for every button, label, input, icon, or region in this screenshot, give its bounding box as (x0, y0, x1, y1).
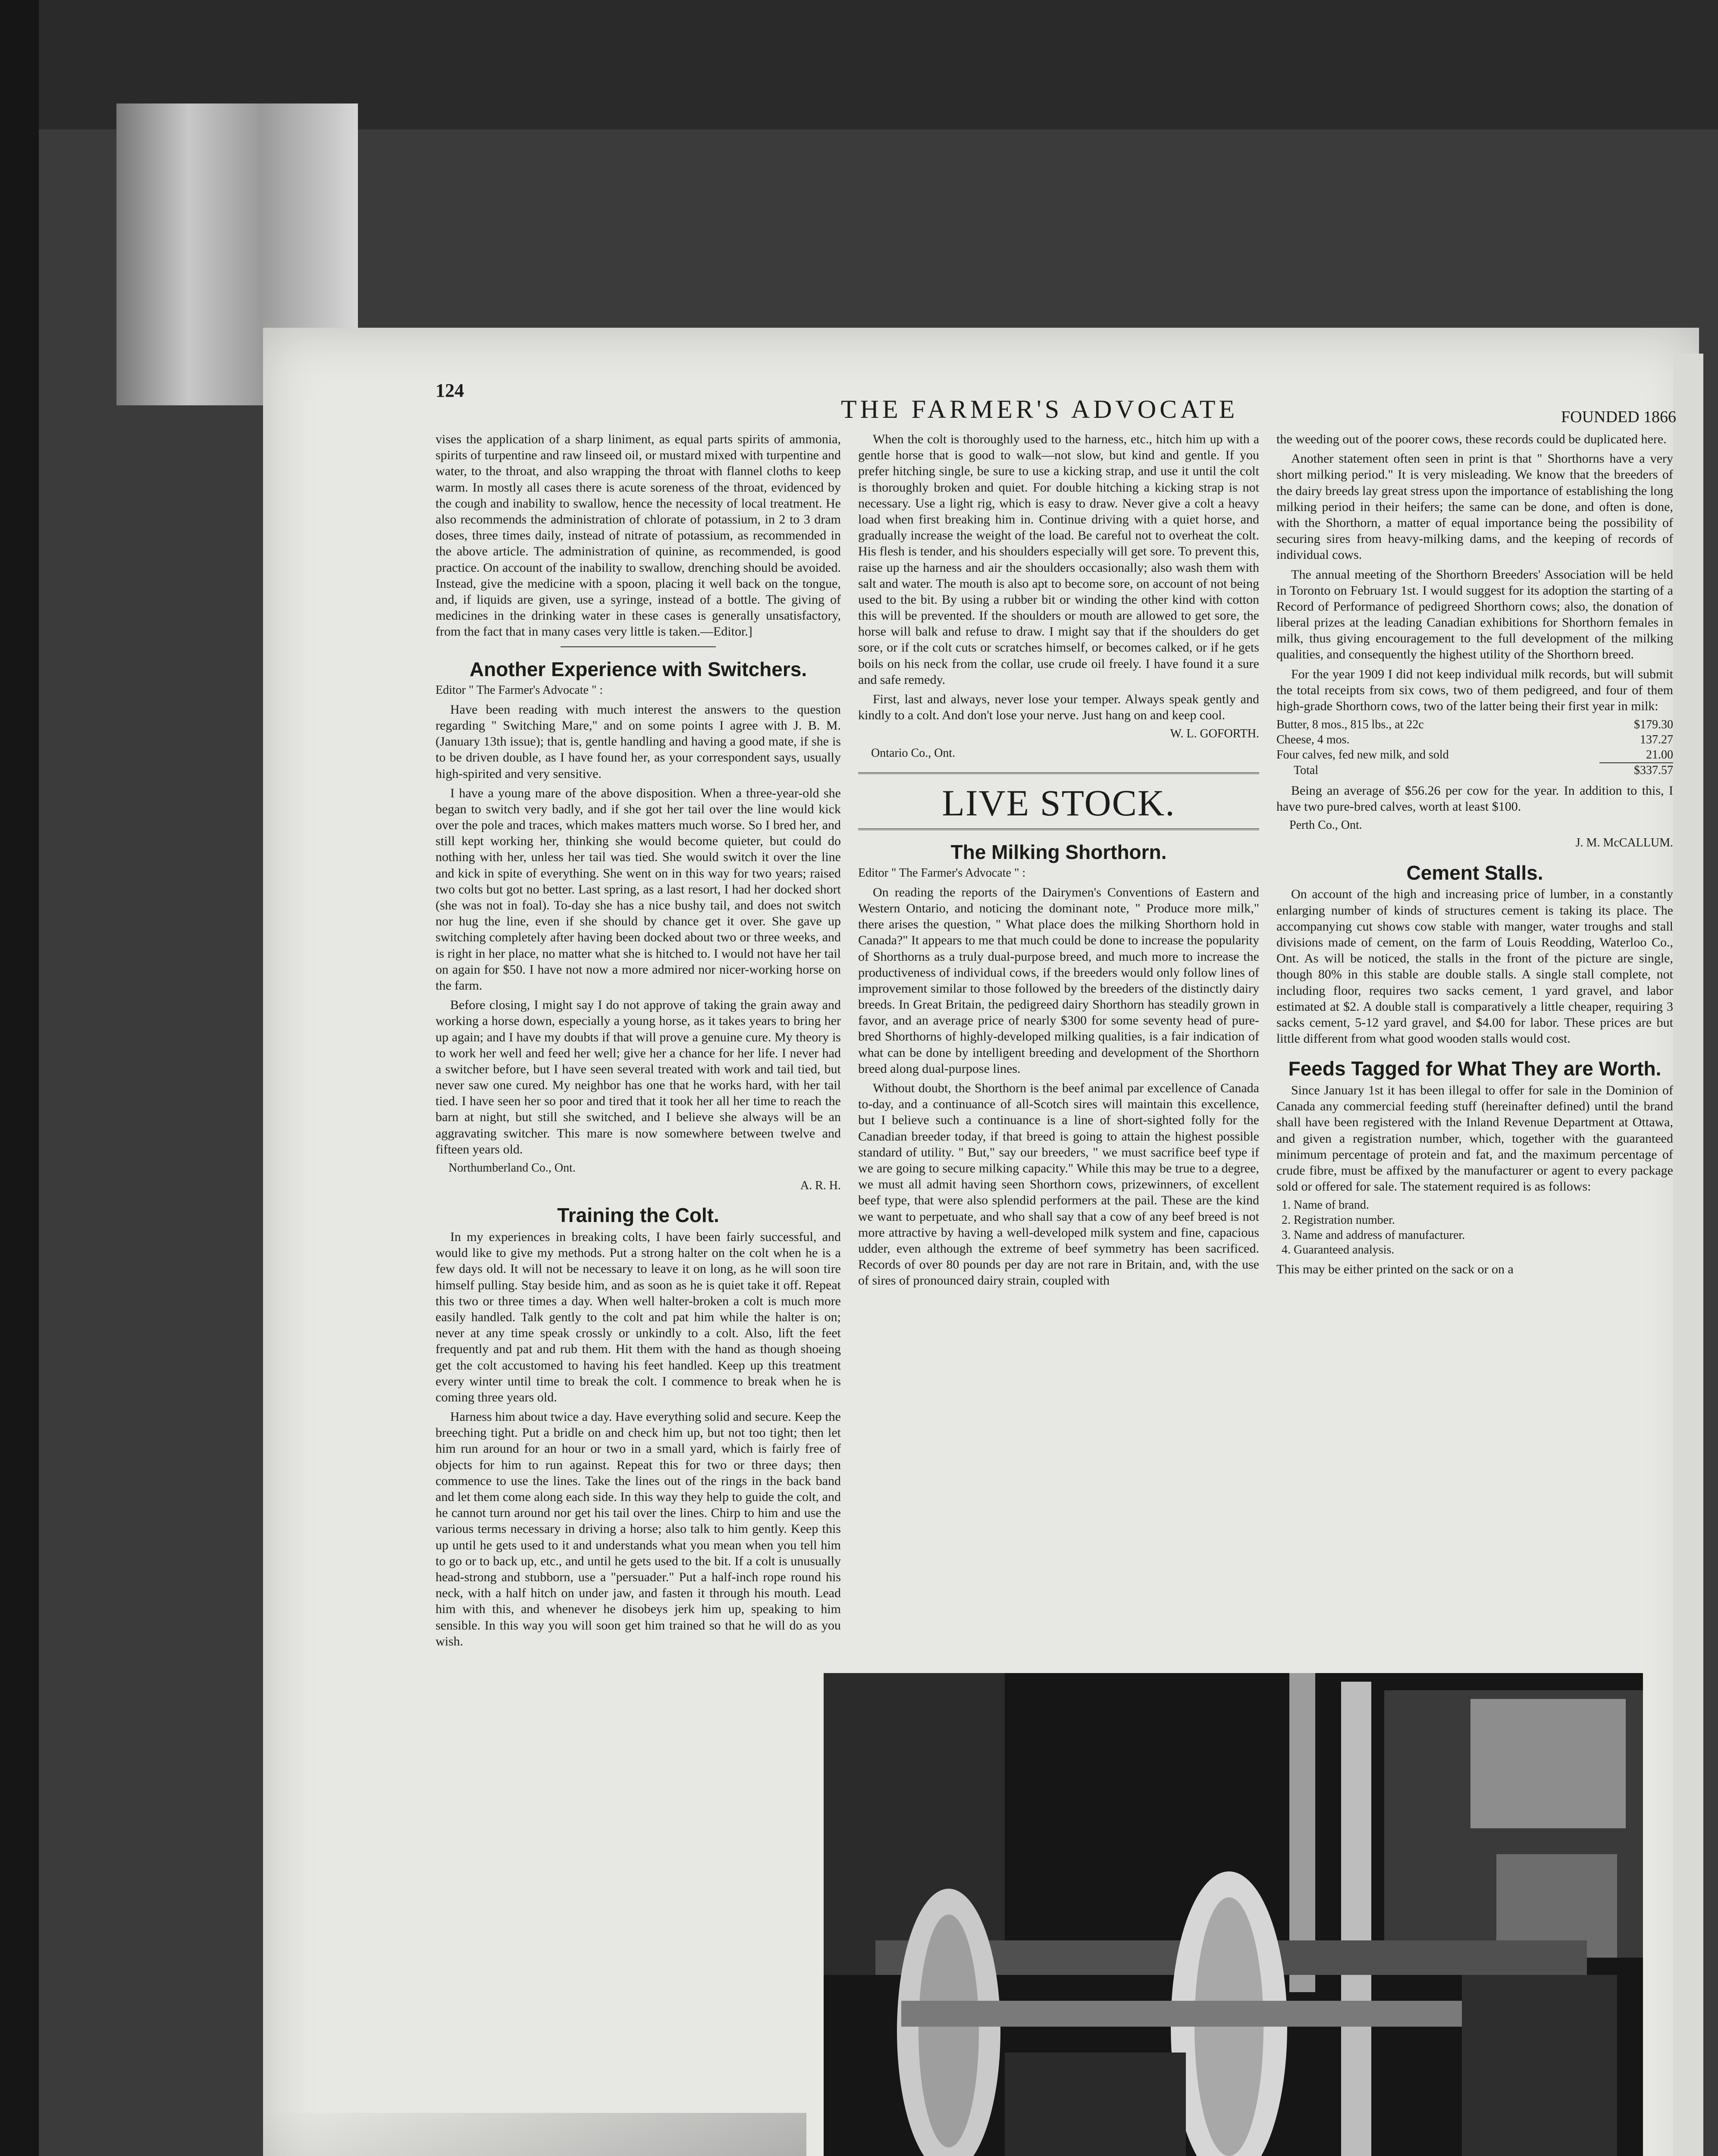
table-row (1276, 748, 1673, 763)
article-title-feeds: Feeds Tagged for What They are Worth. (1288, 1057, 1662, 1080)
paragraph: Harness him about twice a day. Have everything solid and secure. Keep the breeching tight. Put a bridle on and check him up, but not too tight; then let him run around for an hour or two in a small yard, which is fairly free of objects for him to run against. Repeat this for two or three days; then commence to use the lines. Take the lines out of the rings in the back band and let them come along each side. In this way they help to guide the colt, and he cannot turn around nor get his tail over the lines. Chirp to him and use the various terms necessary in driving a horse; also talk to him gently. Keep this up until he gets used to it and understands what you mean when you tell him to go or to back up, etc., and until he gets used to the bit. If a colt is unusually head-strong and stubborn, use a "persuader." Put a half-inch rope round his neck, with a half hitch on under jaw, and fasten it through his mouth. Lead him with this, and whenever he disobeys jerk him up, speaking to him sensible. In this way you will soon get him trained so that he will do as you wish. (436, 1410, 841, 1648)
paragraph: Have been reading with much interest the answers to the question regarding " Switching Mare," and on some points I agree with J. B. M. (January 13th issue); that is, gentle handling and having a good mate, if she is to be driven double, as I have found her, as your correspondent says, usually high-spirited and very sensitive. (436, 702, 841, 781)
ledger-item: Butter, 8 mos., 815 lbs., at 22c (1276, 718, 1424, 732)
next-page-edge (1673, 354, 1703, 2156)
paragraph: the weeding out of the poorer cows, these records could be duplicated here. (1276, 432, 1667, 446)
article-place: Ontario Co., Ont. (871, 746, 956, 760)
article-salutation: Editor " The Farmer's Advocate " : (858, 866, 1026, 880)
section-banner: LIVE STOCK. (858, 772, 1259, 830)
article-title-stalls: Cement Stalls. (1406, 861, 1543, 884)
paragraph: On account of the high and increasing price of lumber, in a constantly enlarging number of kinds of structures cement is taking its place. The accompanying cut shows cow stable with manger, water troughs and stall divisions made of cement, on the farm of Louis Reodding, Waterloo Co., Ont. As will be noticed, the stalls in the front of the picture are single, though 80% in this stable are double stalls. A single stall complete, not including floor, requires two sacks cement, 1 yard gravel, and labor estimated at $2. A double stall is comparatively a little cheaper, requiring 3 sacks cement, 5-12 yard gravel, and $4.00 for labor. These prices are but little different from what good wooden stalls would cost. (1276, 887, 1673, 1046)
paragraph: Another statement often seen in print is that " Shorthorns have a very short milking period." It is very misleading. We know that the breeders of the dairy breeds lay great stress upon the importance of establishing the long milking period in their heifers; the same can be done, and often is done, with the Shorthorn, a matter of equal importance being the possibility of securing sires from heavy-milking dams, and the keeping of records of individual cows. (1276, 451, 1673, 562)
ledger-total-amount: $337.57 (1599, 763, 1673, 778)
paragraph: First, last and always, never lose your temper. Always speak gently and kindly to a colt. And don't lose your nerve. Just hang on and keep cool. (858, 692, 1259, 723)
article-salutation: Editor " The Farmer's Advocate " : (436, 683, 603, 697)
paragraph: I have a young mare of the above disposition. When a three-year-old she began to switch very badly, and if she got her tail over the line would kick over the pole and traces, which makes matters much worse. So I bred her, and still kept working her, thinking she would become quieter, but could do nothing with her, unless her tail was tied. She would switch it over the line and kick in spite of everything. She went on in this way for two years; raised two colts but got no better. Last spring, as a last resort, I had her docked short (she was not in foal). To-day she has a nice bushy tail, and does not switch nor hug the line, even if she should by chance get it over. She gave up switching completely after having been docked about two or three weeks, and is right in her place, no matter what she is hitched to. I would not have her tail on again for $50. I have not now a more admired nor nicer-working horse on the farm. (436, 786, 841, 993)
masthead-title: THE FARMER'S ADVOCATE (841, 395, 1238, 423)
column-3 (1276, 431, 1673, 1281)
divider (561, 646, 716, 647)
ledger-amount: 137.27 (1640, 733, 1673, 746)
table-row (1276, 718, 1673, 733)
scan-dark-edge (0, 0, 39, 2156)
column-1 (436, 431, 841, 1653)
ledger-amount: $179.30 (1634, 718, 1673, 732)
paragraph: Without doubt, the Shorthorn is the beef animal par excellence of Canada to-day, and a continuance of all-Scotch sires will maintain this excellence, but I believe such a continuance is a line of short-sighted folly for the Canadian breeder today, if that breed is going to attain the highest possible standard of utility. " But," say our breeders, " we must sacrifice beef type if we are going to secure milking capacity." While this may be true to a degree, we must all admit having seen Shorthorn cows, prizewinners, of excellent beef type, that were also splendid performers at the pail. These are the kind we want to perpetuate, and who shall say that a cow of any beef breed is not more attractive by having a well-developed milk system and fine, capacious udder, even although the extreme of beef symmetry has been sacrificed. Records of over 80 pounds per day are not rare in Britain, and, with the use of sires of pronounced dairy strain, coupled with (858, 1081, 1259, 1288)
paragraph: Being an average of $56.26 per cow for the year. In addition to this, I have two pure-bred calves, worth at least $100. (1276, 783, 1673, 814)
paragraph: When the colt is thoroughly used to the harness, etc., hitch him up with a gentle horse that is good to walk—not slow, but kind and gentle. If you prefer hitching single, be sure to use a kicking strap, and use it until the colt is thoroughly broken and quiet. For double hitching a kicking strap is not necessary. Use a light rig, which is easy to draw. Never give a colt a heavy load when first breaking him in. Continue driving with a quiet horse, and gradually increase the weight of the load. Be careful not to overheat the colt. His flesh is tender, and his shoulders especially will get sore. To prevent this, raise up the harness and air the shoulders occasionally; also wash them with salt and water. The mouth is also apt to become sore, on account of not being used to the bit. By using a rubber bit or winding the other kind with cotton this will be prevented. If the shoulders or mouth are allowed to get sore, the horse will balk and refuse to draw. I might say that if the shoulders do get sore, or if the colt cuts or scratches himself, or becomes calked, or if he gets boils on his neck from the collar, use crude oil freely. I have found it a sure and safe remedy. (858, 432, 1259, 687)
paragraph: This may be either printed on the sack or on a (1276, 1262, 1514, 1277)
list-item: 2. Registration number. (1294, 1213, 1673, 1228)
article-place: Perth Co., Ont. (1289, 818, 1362, 832)
paragraph: The annual meeting of the Shorthorn Breeders' Association will be held in Toronto on February 1st. I would suggest for its adoption the starting of a Record of Performance of pedigreed Shorthorn cows; also, the donation of liberal prizes at the leading Canadian exhibitions for Shorthorn females in milk, thus giving encouragement to the full development of the milking qualities, and consequently the highest utility of the Shorthorn breed. (1276, 567, 1673, 662)
article-signature: W. L. GOFORTH. (1170, 727, 1259, 741)
list-item: 3. Name and address of manufacturer. (1294, 1228, 1673, 1243)
article-signature: J. M. McCALLUM. (1575, 836, 1673, 850)
masthead-founded: FOUNDED 1866 (1561, 408, 1677, 426)
ledger-item: Cheese, 4 mos. (1276, 733, 1350, 746)
photo-illustration (824, 1673, 1643, 2156)
column-2 (858, 431, 1259, 1292)
requirements-list (1294, 1198, 1673, 1258)
article-title-milking: The Milking Shorthorn. (950, 841, 1167, 864)
article-title-colt: Training the Colt. (557, 1204, 719, 1227)
paragraph: In my experiences in breaking colts, I have been fairly successful, and would like to give my methods. Put a strong halter on the colt when he is a few days old. It will not be necessary to leave it on long, as he will soon tire himself pulling. Stay beside him, and as soon as he is quiet take it off. Repeat this two or three times a day. When well halter-broken a colt is much more easily handled. Talk gently to the colt and pat him while the halter is on; never at any time speak crossly or unkindly to a colt. Also, lift the feet frequently and pat and rub them. Hit them with the hand as though shoeing get the colt accustomed to having his feet handled. Keep up this treatment every winter until time to break the colt. I commence to break when he is coming three years old. (436, 1230, 841, 1404)
cement-stalls-photo (824, 1673, 1643, 2156)
ledger-amount: 21.00 (1646, 748, 1673, 761)
paragraph: Before closing, I might say I do not approve of taking the grain away and working a horse down, especially a young horse, as it takes years to bring her up again; and I have my doubts if that will prove a genuine cure. My theory is to work her well and feed her well; give her a chance for her life. I never had a switcher before, but I have seen several treated with work and tail tied, but never saw one cured. My neighbor has one that he works hard, with her tail tied. I have seen her so poor and tired that it took her all her time to reach the barn at night, but still she switched, and I believe she always will be an aggravating switcher. This mare is now somewhere between twelve and fifteen years old. (436, 998, 841, 1156)
article-continuation: vises the application of a sharp liniment, as equal parts spirits of ammonia, spirits of turpentine and raw linseed oil, or mustard mixed with turpentine and water, to the throat, and also wrapping the throat with flannel cloths to keep warm. In mostly all cases there is acute soreness of the throat, evidenced by the cough and inability to swallow, hence the necessity of local treatment. He also recommends the administration of chlorate of potassium, in 2 to 3 dram doses, three times daily, instead of nitrate of potassium, as recommended in the above article. The administration of quinine, as recommended, is good practice. On account of the inability to swallow, drenching should be avoided. Instead, give the medicine with a spoon, placing it well back on the tongue, and, if liquids are given, use a syringe, instead of a bottle. The giving of medicines in the drinking water in these cases is generally unsatisfactory, from the fact that in many cases very little is taken.—Editor.] (436, 432, 841, 639)
table-row-total (1276, 763, 1673, 778)
table-row (1276, 733, 1673, 748)
list-item: 1. Name of brand. (1294, 1198, 1673, 1213)
article-place: Northumberland Co., Ont. (448, 1161, 576, 1175)
receipts-table (1276, 718, 1673, 778)
article-title-switchers: Another Experience with Switchers. (469, 658, 807, 681)
page-number: 124 (436, 380, 464, 401)
list-item: 4. Guaranteed analysis. (1294, 1243, 1673, 1258)
ledger-total-label: Total (1294, 763, 1319, 777)
article-signature: A. R. H. (800, 1178, 841, 1192)
paragraph: Since January 1st it has been illegal to offer for sale in the Dominion of Canada any commercial feeding stuff (hereinafter defined) until the brand shall have been registered with the Inland Revenue Department at Ottawa, and given a registration number, which, together with the guaranteed minimum percentage of protein and fat, and the maximum percentage of crude fibre, must be affixed by the manufacturer or agent to every package sold or offered for sale. The statement required is as follows: (1276, 1083, 1673, 1194)
ledger-item: Four calves, fed new milk, and sold (1276, 748, 1449, 762)
paragraph: On reading the reports of the Dairymen's Conventions of Eastern and Western Ontario, and noticing the dominant note, " Produce more milk," there arises the question, " What place does the milking Shorthorn hold in Canada?" It appears to me that much could be done to increase the popularity of Shorthorns as a truly dual-purpose breed, and much more to increase the productiveness of individual cows, if the breeders would only follow lines of improvement similar to those followed by the breeders of the distinctly dairy breeds. In Great Britain, the pedigreed dairy Shorthorn has steadily grown in favor, and an average price of nearly $300 for some seventy head of pure-bred Shorthorns of highly-developed milking qualities, is a fair indication of what can be done by intelligent breeding and development of the Shorthorn breed along dual-purpose lines. (858, 885, 1259, 1076)
paragraph: For the year 1909 I did not keep individual milk records, but will submit the total receipts from six cows, two of them pedigreed, and four of them high-grade Shorthorn cows, two of the latter being their first year in milk: (1276, 667, 1673, 713)
